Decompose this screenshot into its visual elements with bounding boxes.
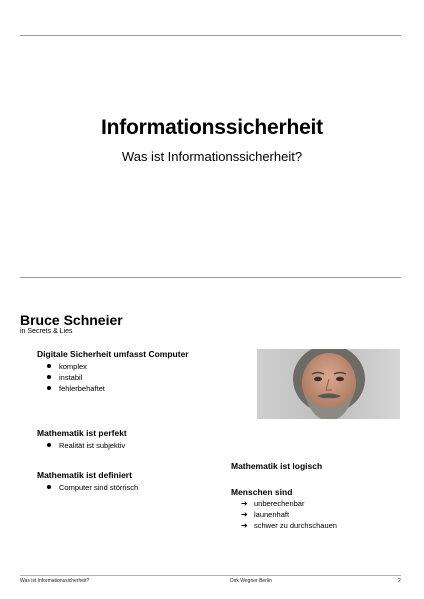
footer-title: Was ist Informationssicherheit?	[20, 578, 90, 584]
bullet-icon	[47, 485, 51, 489]
bullet-icon	[47, 375, 51, 379]
heading-mathematik-perfekt: Mathematik ist perfekt	[37, 428, 127, 438]
list-item: ➔ unberechenbar	[241, 499, 305, 508]
heading-mathematik-logisch: Mathematik ist logisch	[231, 461, 323, 471]
arrow-right-icon: ➔	[241, 510, 248, 519]
footer-author: Dirk Wegner Berlin	[230, 578, 272, 584]
slide-divider	[20, 277, 401, 278]
slide2-subtitle: in Secrets & Lies	[20, 328, 73, 335]
page-number: 2	[398, 578, 401, 584]
heading-mathematik-definiert: Mathematik ist definiert	[37, 470, 132, 480]
portrait-photo	[257, 349, 400, 419]
bullet-icon	[47, 386, 51, 390]
top-divider	[20, 35, 401, 36]
slide-subtitle: Was ist Informationssicherheit?	[121, 149, 303, 164]
list-item: Realität ist subjektiv	[47, 441, 125, 450]
arrow-right-icon: ➔	[241, 521, 248, 530]
footer-divider	[20, 575, 401, 576]
arrow-right-icon: ➔	[241, 499, 248, 508]
heading-digitale-sicherheit: Digitale Sicherheit umfasst Computer	[37, 349, 189, 359]
list-item: ➔ schwer zu durchschauen	[241, 521, 337, 530]
list-item: komplex	[47, 362, 87, 371]
bullet-icon	[47, 443, 51, 447]
bullet-icon	[47, 364, 51, 368]
list-item: Computer sind störrisch	[47, 483, 138, 492]
list-item: ➔ launenhaft	[241, 510, 290, 519]
slide-title: Informationssicherheit	[101, 116, 323, 139]
list-item: fehlerbehaftet	[47, 384, 105, 393]
heading-menschen-sind: Menschen sind	[231, 487, 293, 497]
list-item: instabil	[47, 373, 82, 382]
slide2-title: Bruce Schneier	[20, 312, 123, 328]
